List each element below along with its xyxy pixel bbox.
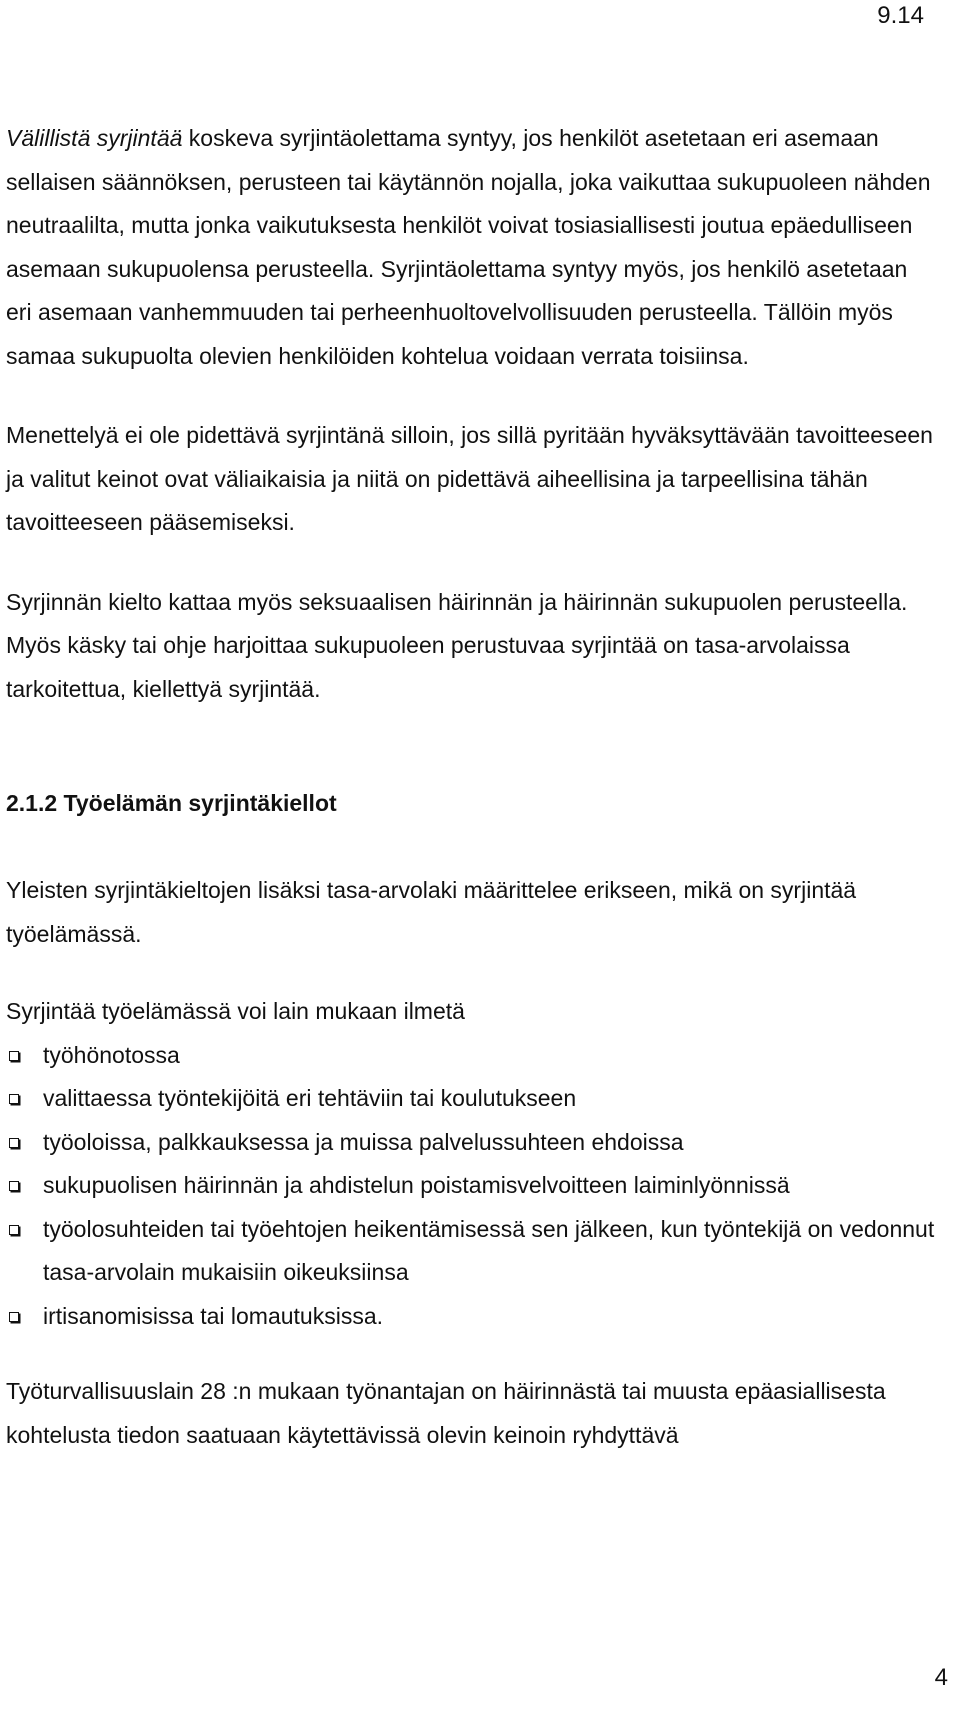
paragraph-text: koskeva syrjintäolettama syntyy, jos henkilöt asetetaan eri asemaan sellaisen säännöksen, perusteen tai käytännön nojalla, joka vaikuttaa sukupuoleen nähden neutraalilta, mutta jonka vaikutuksesta henkilöt voivat tosiasiallisesti joutua epäedulliseen asemaan sukupuolensa perusteella. Syrjintäolettama syntyy myös, jos henkilö asetetaan eri asemaan vanhemmuuden tai perheenhuoltovelvollisuuden perusteella. Tällöin myös samaa sukupuolta olevien henkilöiden kohtelua voidaan verrata toisiinsa. xyxy=(6,125,931,369)
list-item-text: irtisanomisissa tai lomautuksissa. xyxy=(43,1302,384,1329)
italic-term: Välillistä syrjintää xyxy=(6,125,183,151)
list-item xyxy=(6,1208,936,1295)
paragraph-occupational-safety: Työturvallisuuslain 28 :n mukaan työnantajan on häirinnästä tai muusta epäasiallisesta kohtelusta tiedon saatuaan käytettävissä olevin keinoin ryhdyttävä xyxy=(6,1378,886,1448)
checkbox-bullet-icon xyxy=(9,1051,19,1061)
checkbox-bullet-icon xyxy=(9,1181,19,1191)
list-item-text: työoloissa, palkkauksessa ja muissa palvelussuhteen ehdoissa xyxy=(43,1128,684,1155)
list-item xyxy=(6,1295,936,1339)
paragraph-exceptions: Menettelyä ei ole pidettävä syrjintänä silloin, jos sillä pyritään hyväksyttävään tavoitteeseen ja valitut keinot ovat väliaikaisia ja niitä on pidettävä aiheellisina ja tarpeellisina tähän tavoitteeseen pääsemiseksi. xyxy=(6,422,933,535)
list-item xyxy=(6,1034,936,1078)
list-item-text: työolosuhteiden tai työehtojen heikentämisessä sen jälkeen, kun työntekijä on vedonnut tasa-arvolain mukaisiin oikeuksiinsa xyxy=(43,1215,935,1285)
checkbox-bullet-icon xyxy=(9,1225,19,1235)
list-intro: Syrjintää työelämässä voi lain mukaan ilmetä xyxy=(6,998,465,1024)
checkbox-bullet-icon xyxy=(9,1094,19,1104)
document-body xyxy=(6,117,936,1457)
section-heading: 2.1.2 Työelämän syrjintäkiellot xyxy=(6,790,337,816)
list-item-text: sukupuolisen häirinnän ja ahdistelun poistamisvelvoitteen laiminlyönnissä xyxy=(43,1172,790,1198)
paragraph-indirect-discrimination xyxy=(6,117,936,378)
checkbox-bullet-icon xyxy=(9,1138,19,1148)
list-item xyxy=(6,1164,936,1208)
list-item xyxy=(6,1077,936,1121)
page-date: 9.14 xyxy=(877,2,924,29)
discrimination-list xyxy=(6,1034,936,1339)
page-number: 4 xyxy=(934,1664,948,1691)
list-item-text: valittaessa työntekijöitä eri tehtäviin tai koulutukseen xyxy=(43,1085,577,1111)
paragraph-working-life: Yleisten syrjintäkieltojen lisäksi tasa-arvolaki määrittelee erikseen, mikä on syrjintää työelämässä. xyxy=(6,877,857,947)
paragraph-harassment: Syrjinnän kielto kattaa myös seksuaalisen häirinnän ja häirinnän sukupuolen perusteella. Myös käsky tai ohje harjoittaa sukupuoleen perustuvaa syrjintää on tasa-arvolaissa tarkoitettua, kiellettyä syrjintää. xyxy=(6,588,908,702)
list-item xyxy=(6,1121,936,1165)
checkbox-bullet-icon xyxy=(9,1312,19,1322)
list-item-text: työhönotossa xyxy=(43,1041,180,1068)
